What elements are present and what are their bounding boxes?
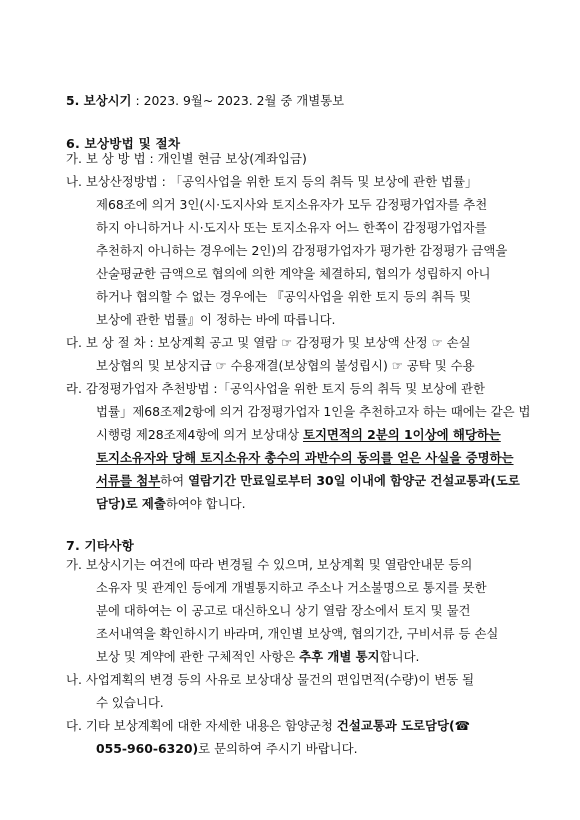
section7-na-line-2: 수 있습니다.: [96, 695, 164, 710]
section6-na-line-4: 추천하지 아니하는 경우에는 2인)의 감정평가업자가 평가한 감정평가 금액을: [96, 243, 508, 258]
section6-da-line-1: 다. 보 상 절 차 : 보상계획 공고 및 열람 ☞ 감정평가 및 보상액 산정 ☞ 손실: [66, 335, 471, 350]
section7-ga-line-5-bold: 추후 개별 통지: [299, 649, 380, 664]
section7-da-line-2-plain: 로 문의하여 주시기 바랍니다.: [198, 741, 358, 756]
section6-ra-line-5-plain: 하여: [160, 473, 189, 488]
section6-na-line-3: 하지 아니하거나 시·도지사 또는 토지소유자 어느 한쪽이 감정평가업자를: [96, 220, 487, 235]
section7-da-line-2-bold: 055-960-6320): [96, 741, 199, 756]
section7-ga-line-3: 분에 대하여는 이 공고로 대신하오니 상기 열람 장소에서 토지 및 물건: [96, 603, 471, 618]
section6-ra-line-3-emphasis: 토지면적의 2분의 1이상에 해당하는: [302, 427, 501, 442]
section7-da-line-2: [96, 740, 358, 758]
section7-ga-line-2: 소유자 및 관계인 등에게 개별통지하고 주소나 거소불명으로 통지를 못한: [96, 580, 487, 595]
section6-ra-line-3-plain: 시행령 제28조제4항에 의거 보상대상: [96, 427, 303, 442]
section6-ra-line-2: 법률」제68조제2항에 의거 감정평가업자 1인을 추천하고자 하는 때에는 같은 법: [96, 404, 531, 419]
section6-ra-line-1: 라. 감정평가업자 추천방법 :「공익사업을 위한 토지 등의 취득 및 보상에 관한: [66, 381, 485, 396]
section6-na-line-6: 하거나 협의할 수 없는 경우에는 『공익사업을 위한 토지 등의 취득 및: [96, 289, 471, 304]
section6-heading: 6. 보상방법 및 절차: [66, 136, 181, 151]
section7-da-line-1-bold: 건설교통과 도로담당(☎: [336, 718, 471, 733]
section6-ra-line-6-plain: 하여야 합니다.: [165, 496, 246, 511]
section7-ga-line-1: 가. 보상시기는 여건에 따라 변경될 수 있으며, 보상계획 및 열람안내문 등의: [66, 557, 473, 572]
section5-text: : 2023. 9월~ 2023. 2월 중 개별통보: [131, 93, 345, 108]
section7-ga-line-5-end: 합니다.: [379, 649, 420, 664]
section6-ga: 가. 보 상 방 법 : 개인별 현금 보상(계좌입금): [66, 151, 307, 166]
section5-line: [66, 92, 344, 110]
section7-ga-line-5-plain: 보상 및 계약에 관한 구체적인 사항은: [96, 649, 300, 664]
section5-heading: 5. 보상시기: [66, 93, 132, 108]
section6-ra-line-5: [96, 472, 520, 490]
section6-na-line-2: 제68조에 의거 3인(시·도지사와 토지소유자가 모두 감정평가업자를 추천: [96, 197, 488, 212]
section6-ra-line-6-bold: 담당)로 제출: [96, 496, 166, 511]
section6-ra-line-4-emphasis: 토지소유자와 당해 토지소유자 총수의 과반수의 동의를 얻은 사실을 증명하는: [96, 450, 514, 465]
section6-na-line-5: 산술평균한 금액으로 협의에 의한 계약을 체결하되, 협의가 성립하지 아니: [96, 266, 491, 281]
section7-ga-line-5: [96, 648, 419, 666]
section7-da-line-1-plain: 다. 기타 보상계획에 대한 자세한 내용은 함양군청: [66, 718, 337, 733]
section6-ra-line-3: [96, 426, 501, 444]
section6-na-line-1: 나. 보상산정방법 : 「공익사업을 위한 토지 등의 취득 및 보상에 관한 법률」: [66, 174, 478, 189]
section6-ra-line-6: [96, 495, 246, 513]
section6-ra-line-5-emphasis: 서류를 첨부: [96, 473, 161, 488]
section6-da-line-2: 보상협의 및 보상지급 ☞ 수용재결(보상협의 불성립시) ☞ 공탁 및 수용: [96, 358, 475, 373]
section7-heading: 7. 기타사항: [66, 538, 134, 553]
section7-da-line-1: [66, 717, 470, 735]
section7-ga-line-4: 조서내역을 확인하시기 바라며, 개인별 보상액, 협의기간, 구비서류 등 손실: [96, 626, 499, 641]
section7-na-line-1: 나. 사업계획의 변경 등의 사유로 보상대상 물건의 편입면적(수량)이 변동 될: [66, 672, 475, 687]
section6-ra-line-5-bold: 열람기간 만료일로부터 30일 이내에 함양군 건설교통과(도로: [188, 473, 520, 488]
section6-na-line-7: 보상에 관한 법률』이 정하는 바에 따릅니다.: [96, 312, 336, 327]
section6-ra-line-4: [96, 449, 514, 467]
